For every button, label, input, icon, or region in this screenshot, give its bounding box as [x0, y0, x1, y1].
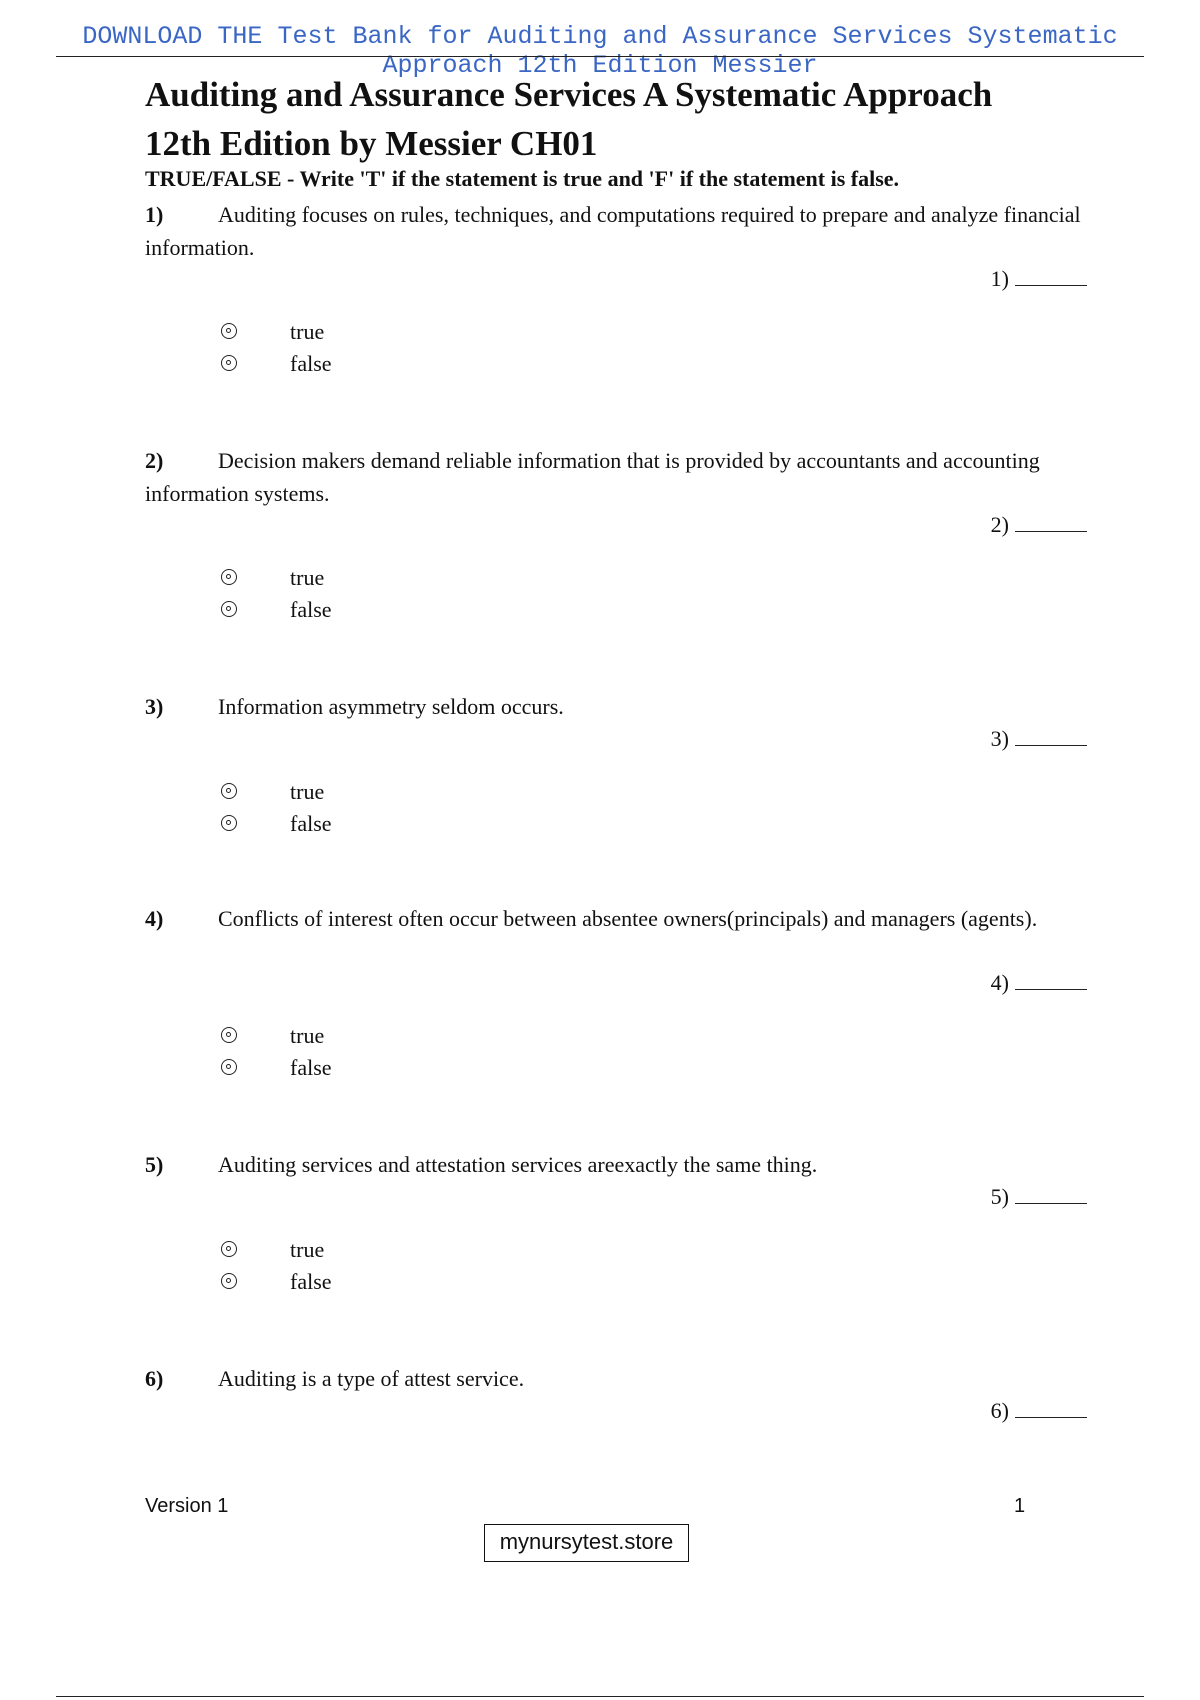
question-text: Information asymmetry seldom occurs.	[218, 694, 564, 719]
radio-circle-icon[interactable]	[221, 569, 237, 585]
title-line-2: 12th Edition by Messier CH01	[145, 124, 598, 163]
option-label: false	[290, 597, 332, 622]
radio-circle-icon[interactable]	[221, 783, 237, 799]
question-2	[145, 444, 1085, 510]
question-3	[145, 690, 1085, 723]
question-text: Conflicts of interest often occur between absentee owners(principals) and managers (agents).	[218, 906, 1038, 931]
question-number: 6)	[145, 1366, 164, 1391]
answer-line[interactable]	[1015, 1183, 1087, 1204]
radio-circle-icon[interactable]	[221, 355, 237, 371]
question-5	[145, 1148, 1085, 1181]
option-label: true	[290, 565, 325, 590]
question-text: Auditing focuses on rules, techniques, and computations required to prepare and analyze financial information.	[145, 202, 1081, 260]
option-label: true	[290, 779, 325, 804]
option-label: true	[290, 1237, 325, 1262]
radio-circle-icon[interactable]	[221, 1059, 237, 1075]
page-number: 1	[1014, 1495, 1026, 1517]
option-label: false	[290, 1269, 332, 1294]
radio-circle-icon[interactable]	[221, 601, 237, 617]
question-1	[145, 198, 1085, 264]
answer-blank-5[interactable]	[991, 1183, 1087, 1210]
question-number: 3)	[145, 694, 164, 719]
answer-blank-3[interactable]	[991, 725, 1087, 752]
banner-divider	[56, 56, 1144, 57]
banner-line-1: DOWNLOAD THE Test Bank for Auditing and Assurance Services Systematic	[82, 22, 1118, 51]
title-line-1: Auditing and Assurance Services A Systematic Approach	[145, 75, 993, 114]
question-4	[145, 902, 1085, 935]
radio-circle-icon[interactable]	[221, 1273, 237, 1289]
answer-blank-2[interactable]	[991, 511, 1087, 538]
site-watermark: mynursytest.store	[484, 1524, 689, 1562]
question-number: 4)	[145, 906, 164, 931]
option-label: false	[290, 1055, 332, 1080]
question-number: 5)	[145, 1152, 164, 1177]
document-title	[145, 70, 1105, 168]
answer-blank-6[interactable]	[991, 1397, 1087, 1424]
radio-circle-icon[interactable]	[221, 323, 237, 339]
answer-label: 3)	[990, 726, 1009, 751]
option-label: true	[290, 319, 325, 344]
radio-circle-icon[interactable]	[221, 1241, 237, 1257]
question-text: Decision makers demand reliable information that is provided by accountants and accounting information systems.	[145, 448, 1040, 506]
footer-version: Version 1	[145, 1495, 229, 1517]
answer-label: 4)	[990, 970, 1009, 995]
answer-line[interactable]	[1015, 969, 1087, 990]
answer-label: 2)	[990, 512, 1009, 537]
answer-line[interactable]	[1015, 1397, 1087, 1418]
question-text: Auditing is a type of attest service.	[218, 1366, 525, 1391]
radio-circle-icon[interactable]	[221, 1027, 237, 1043]
radio-circle-icon[interactable]	[221, 815, 237, 831]
answer-label: 1)	[990, 266, 1009, 291]
answer-line[interactable]	[1015, 511, 1087, 532]
answer-blank-1[interactable]	[991, 265, 1087, 292]
answer-blank-4[interactable]	[991, 969, 1087, 996]
question-number: 2)	[145, 448, 164, 473]
answer-line[interactable]	[1015, 725, 1087, 746]
option-label: false	[290, 351, 332, 376]
question-text: Auditing services and attestation services areexactly the same thing.	[218, 1152, 818, 1177]
question-6	[145, 1362, 1085, 1395]
question-number: 1)	[145, 202, 164, 227]
option-label: false	[290, 811, 332, 836]
instructions: TRUE/FALSE - Write 'T' if the statement is true and 'F' if the statement is false.	[145, 166, 900, 191]
option-label: true	[290, 1023, 325, 1048]
answer-label: 6)	[990, 1398, 1009, 1423]
answer-label: 5)	[990, 1184, 1009, 1209]
banner-line-2: Approach 12th Edition Messier	[382, 51, 818, 80]
page-bottom-divider	[56, 1696, 1144, 1697]
answer-line[interactable]	[1015, 265, 1087, 286]
